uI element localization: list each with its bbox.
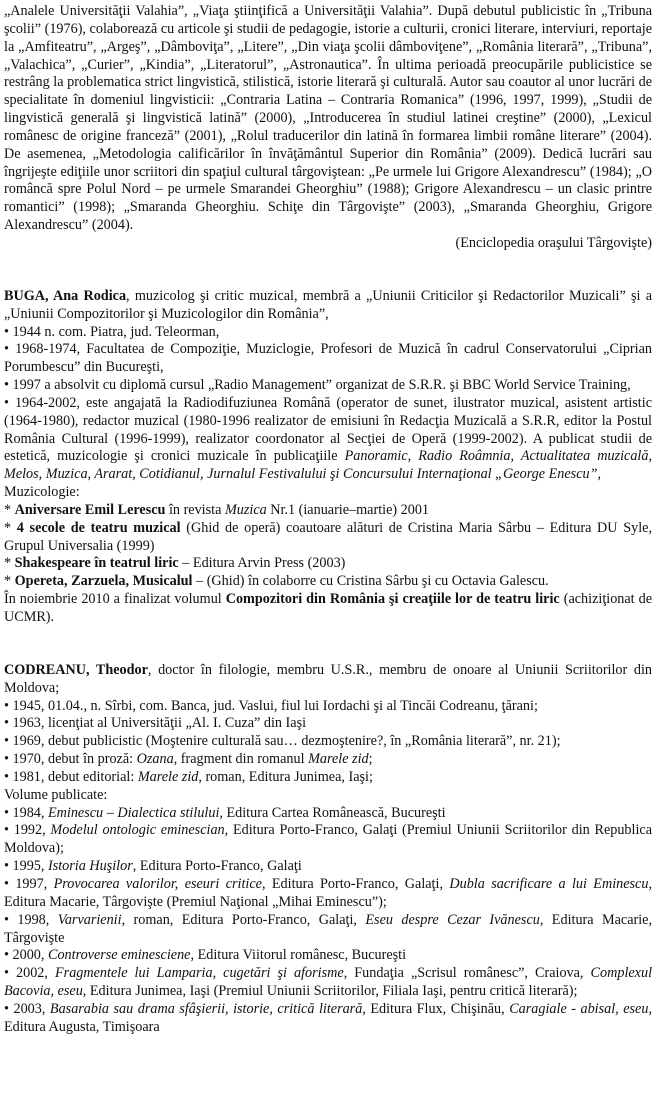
entry-heading [4,288,652,324]
work-item: * Shakespeare în teatrul liric – Editura Arvin Press (2003) [4,555,346,572]
book-title: Varvarienii [57,911,122,928]
volume-text: , Editura Junimea, Iaşi (Premiul Uniunii Scriitorilor, Filiala Iaşi, pentru critică literară); [82,983,578,1000]
book-title: Caragiale - abisal, eseu [509,1000,649,1017]
volume-item [4,858,652,876]
bullet-item: • 1968-1974, Facultatea de Compoziţie, Muziclogie, Profesori de Muzică în cadrul Conservatorului „Ciprian Porumbescu” din Bucureşti, [4,341,652,376]
note-text: (achiziţionat de UCMR). [4,591,653,625]
bullet-item: • 1944 n. com. Piatra, jud. Teleorman, [4,323,220,340]
section-label: Muzicologie: [4,484,80,501]
volume-text: , Editura Porto-Franco, Galaţi, [261,875,450,892]
volume-text: , Editura Macarie, Târgovişte (Premiul Naţional „Mihai Eminescu”); [4,875,653,910]
volume-item [4,805,652,823]
book-title: Eseu despre Cezar Ivănescu [365,911,540,928]
entry-continued [4,3,652,253]
work-item: * Aniversare Emil Lerescu în revista Muzica Nr.1 (ianuarie–martie) 2001 [4,501,430,518]
volume-item [4,876,652,912]
bullet-text: • 1970, debut în proză: [4,751,137,768]
bullet-item [4,751,652,769]
entry-paragraph: „Analele Universităţii Valahia”, „Viaţa ştiinţifică a Universităţii Valahia”. După debutul publicistic în „Tribuna şcolii” (1976), colaborează cu articole şi studii de pedagogie, istorie a culturii, cronici literare, interviuri, reportaje la „Amfiteatru”, „Argeş”, „Dâmboviţa”, „Litere”, „Din viaţa şcolii dâmboviţene”, „România literară”, „Tribuna”, „Valachica”, „Curier”, „Kindia”, „Literatorul”, „Astronautica”. În ultima perioadă preocupările publicistice se restrâng la problematica strict lingvistică, stilistică, istorie literară şi culturală. Autor sau coautor al unor lucrări de specialitate în domeniul lingvisticii: „Contraria Latina – Contraria Romanica” (1996, 1997, 1999), „Studii de lingvistică generală şi lingvistică latină” (2000), „Introducerea în studiul latinei creştine” (2000), „Lexicul românesc de origine franceză” (2001), „Rolul traducerilor din latină în formarea limbii române literare” (2004). De asemenea, „Metodologia calificărilor în învăţământul Superior din România” (2009). Dedică lucrări sau îngrijeşte ediţiile unor scriitori din spaţiul cultural târgoviştean: „Pe urmele lui Grigore Alexandrescu” (1984); „O româncă spre Polul Nord – pe urmele Smarandei Gheorghiu” (1988); Grigore Alexandrescu – un clasic printre romantici” (1998); „Smaranda Gheorghiu. Schiţe din Târgovişte” (2003), „Smaranda Gheorghiu, Grigore Alexandrescu” (2004). [4,3,652,234]
book-title: Ozana [136,751,174,768]
entry-buga [4,288,652,627]
publications-list: Panoramic, Radio Roâmnia, Actualitatea muzicală, Melos, Muzica, Ararat, Cotidianul, Jurnalul Festivalului şi Concursului Internaţional „George Enescu”, [4,448,653,483]
volume-text: • 1995, [4,858,48,875]
book-title: Controverse eminesciene [47,947,191,964]
book-title: Istoria Huşilor [47,858,133,875]
book-title: Provocarea valorilor, eseuri critice [53,875,262,892]
entry-intro: , doctor în filologie, membru U.S.R., membru de onoare al Uniunii Scriitorilor din Moldova; [4,661,652,696]
volume-text: , roman, Editura Porto-Franco, Galaţi, [121,911,366,928]
volume-text: • 1992, [4,822,51,839]
volume-text: • 2002, [4,965,56,982]
book-title: Modelul ontologic eminescian [50,822,225,839]
volume-text: • 1998, [4,911,58,928]
volume-text: , Editura Macarie, Târgovişte [4,911,652,946]
volume-text: , Fundaţia „Scrisul românesc”, Craiova, [343,965,591,982]
volume-title: Compozitori din România şi creaţiile lor de teatru liric [225,591,560,608]
final-note [4,591,652,627]
bullet-text: ; [368,751,373,768]
bullet-item: • 1945, 01.04., n. Sîrbi, com. Banca, jud. Vaslui, fiul lui Iordachi şi al Tincăi Codreanu, ţărani; [4,697,538,714]
book-title: Marele zid [137,768,199,785]
entry-name: CODREANU, Theodor [4,661,148,678]
book-title: Dubla sacrificare a lui Eminescu [449,875,649,892]
volume-text: , Editura Viitorul românesc, Bucureşti [190,947,407,964]
book-title: Eminescu – Dialectica stilului [47,804,220,821]
work-item: * 4 secole de teatru muzical (Ghid de operă) coautoare alături de Cristina Maria Sârbu – Editura DU Syle, Grupul Universalia (1999) [4,519,653,554]
bullet-text: • 1964-2002, este angajată la Radiodifuziunea Română (operator de sunet, ilustrator muzical, asistent artistic (1964-1980), redactor muzical (1980-1996 realizator de emisiuni în Redacţia Muzicală a S.R.R, editor la Postul România Cultural (1996-1999), realizator coordonator al Secţiei de Operă (1999-2002). A publicat studii de estetică, muzicologie şi cronici muzicale în publicaţiile [4,394,652,465]
volume-text: • 2003, [4,1000,50,1017]
volume-item [4,912,652,948]
entry-codreanu [4,662,652,1037]
entry-name: BUGA, Ana Rodica [4,287,127,304]
book-title: Basarabia sau drama sfâşierii, istorie, critică literară [49,1000,363,1017]
bullet-item: • 1997 a absolvit cu diplomă cursul „Radio Management” organizat de S.R.R. şi BBC World Service Training, [4,377,631,394]
work-text: – (Ghid) în colaborre cu Cristina Sârbu şi cu Octavia Galescu. [192,573,549,590]
volume-text: , Editura Augusta, Timişoara [4,1000,652,1035]
volume-item [4,965,652,1001]
bullet-text: • 1981, debut editorial: [4,768,138,785]
work-title: 4 secole de teatru muzical [16,519,181,536]
volume-text: , Editura Porto-Franco, Galaţi [132,858,302,875]
work-item: * Opereta, Zarzuela, Musicalul – (Ghid) în colaborre cu Cristina Sârbu şi cu Octavia Galescu. [4,573,549,590]
magazine-title: Muzica [224,501,267,518]
volume-text: • 1984, [4,804,48,821]
volume-text: • 2000, [4,947,48,964]
entry-spacer [4,627,652,662]
entry-spacer [4,253,652,288]
book-title: Fragmentele lui Lamparia, cugetări şi aforisme [55,965,344,982]
bullet-text: , roman, Editura Junimea, Iaşi; [198,768,373,785]
volume-item [4,822,652,858]
work-text: Nr.1 (ianuarie–martie) 2001 [266,501,430,518]
volume-text: , Editura Cartea Românească, Bucureşti [219,804,446,821]
work-title: Aniversare Emil Lerescu [14,501,166,518]
volume-text: , Editura Flux, Chişinău, [362,1000,510,1017]
note-text: În noiembrie 2010 a finalizat volumul [4,591,226,608]
work-title: Shakespeare în teatrul liric [14,555,179,572]
bullet-item [4,769,652,787]
source-citation: (Enciclopedia oraşului Târgovişte) [455,234,652,251]
work-text: (Ghid de operă) coautoare alături de Cristina Maria Sârbu – Editura DU Syle, Grupul Universalia (1999) [4,519,653,554]
work-text: – Editura Arvin Press (2003) [178,555,346,572]
volume-text: , Editura Porto-Franco, Galaţi (Premiul Uniunii Scriitorilor din Republica Moldova); [4,822,653,857]
volume-item [4,1001,652,1037]
bullet-item: • 1963, licenţiat al Universităţii „Al. I. Cuza” din Iaşi [4,715,307,732]
entry-intro: , muzicolog şi critic muzical, membră a „Uniunii Criticilor şi Redactorilor Muzicali” şi a „Uniunii Compozitorilor şi Muzicologilor din România”, [4,287,653,322]
work-text: în revista [165,501,225,518]
book-title: Complexul Bacovia, eseu [4,965,653,1000]
volume-text: • 1997, [4,875,54,892]
bullet-text: , fragment din romanul [173,751,309,768]
bullet-item: • 1969, debut publicistic (Moştenire culturală sau… dezmoştenire?, în „România literară”, nr. 21); [4,733,561,750]
bullet-item [4,395,652,484]
volume-item [4,947,652,965]
book-title: Marele zid [308,751,369,768]
work-title: Opereta, Zarzuela, Musicalul [14,573,193,590]
entry-heading [4,662,652,698]
section-label: Volume publicate: [4,786,108,803]
